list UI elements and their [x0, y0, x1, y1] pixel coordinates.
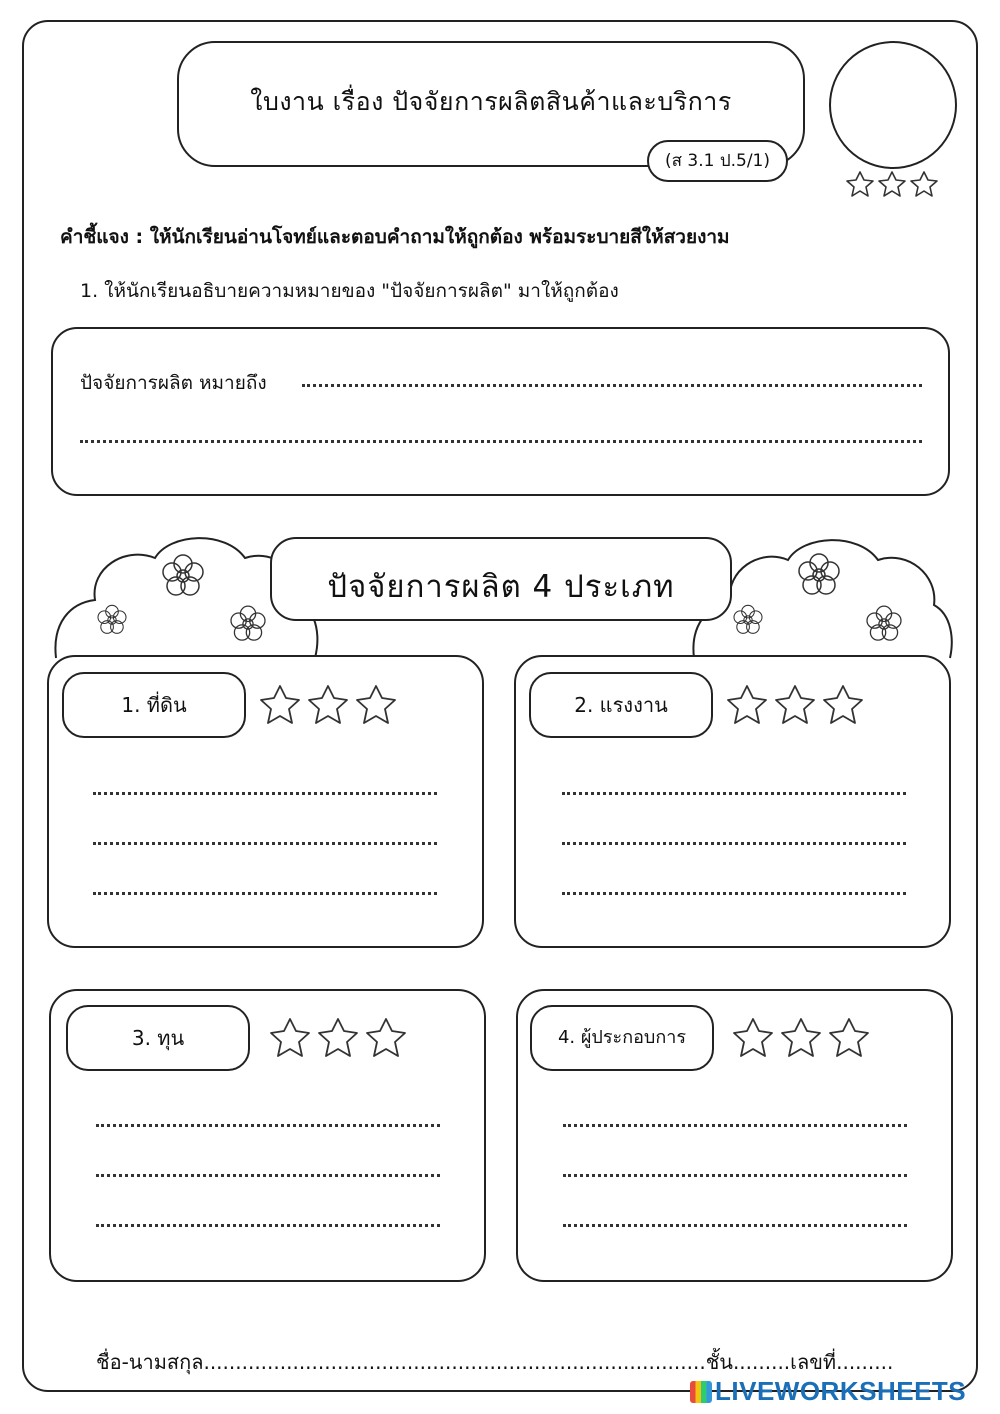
student-info-line[interactable]: ชื่อ-นามสกุล...............................................................................ชั้น.........เลขที่......... [96, 1350, 894, 1374]
star-outline-icon [734, 1019, 772, 1056]
land-answer-line-1[interactable] [93, 792, 437, 795]
definition-answer-line-1[interactable] [302, 384, 922, 387]
entrepreneur-answer-line-3[interactable] [563, 1224, 907, 1227]
card-label-land: 1. ที่ดิน [62, 672, 246, 738]
star-outline-icon [782, 1019, 820, 1056]
land-answer-line-3[interactable] [93, 892, 437, 895]
star-outline-icon [261, 686, 299, 723]
star-outline-icon [911, 172, 937, 196]
star-outline-icon [319, 1019, 357, 1056]
logo-text: LIVEWORKSHEETS [715, 1376, 967, 1406]
star-outline-icon [728, 686, 766, 723]
card-stars-capital[interactable] [268, 1016, 410, 1060]
question-1: 1. ให้นักเรียนอธิบายความหมายของ "ปัจจัยการผลิต" มาให้ถูกต้อง [80, 280, 619, 302]
worksheet-title: ใบงาน เรื่อง ปัจจัยการผลิตสินค้าและบริการ [250, 87, 732, 116]
card-label-entrepreneur: 4. ผู้ประกอบการ [530, 1005, 714, 1071]
capital-answer-line-2[interactable] [96, 1174, 440, 1177]
capital-answer-line-3[interactable] [96, 1224, 440, 1227]
definition-answer-box [51, 327, 950, 496]
star-outline-icon [309, 686, 347, 723]
labor-answer-line-2[interactable] [562, 842, 906, 845]
star-outline-icon [357, 686, 395, 723]
land-answer-line-2[interactable] [93, 842, 437, 845]
star-outline-icon [847, 172, 873, 196]
curriculum-code: (ส 3.1 ป.5/1) [647, 140, 788, 182]
card-stars-labor[interactable] [725, 683, 867, 727]
logo-badge-icon [690, 1381, 712, 1403]
labor-answer-line-1[interactable] [562, 792, 906, 795]
labor-answer-line-3[interactable] [562, 892, 906, 895]
score-stars[interactable] [845, 170, 941, 200]
definition-answer-line-2[interactable] [80, 440, 922, 443]
instruction-text: คำชี้แจง : ให้นักเรียนอ่านโจทย์และตอบคำถามให้ถูกต้อง พร้อมระบายสีให้สวยงาม [60, 226, 730, 248]
card-label-labor: 2. แรงงาน [529, 672, 713, 738]
card-stars-entrepreneur[interactable] [731, 1016, 873, 1060]
star-outline-icon [824, 686, 862, 723]
star-outline-icon [367, 1019, 405, 1056]
section-banner-title: ปัจจัยการผลิต 4 ประเภท [327, 569, 675, 605]
star-outline-icon [271, 1019, 309, 1056]
liveworksheets-logo [690, 1376, 966, 1407]
star-outline-icon [879, 172, 905, 196]
entrepreneur-answer-line-1[interactable] [563, 1124, 907, 1127]
capital-answer-line-1[interactable] [96, 1124, 440, 1127]
star-outline-icon [776, 686, 814, 723]
card-stars-land[interactable] [258, 683, 400, 727]
score-circle[interactable] [829, 41, 957, 169]
star-outline-icon [830, 1019, 868, 1056]
card-label-capital: 3. ทุน [66, 1005, 250, 1071]
entrepreneur-answer-line-2[interactable] [563, 1174, 907, 1177]
definition-label: ปัจจัยการผลิต หมายถึง [80, 372, 267, 394]
